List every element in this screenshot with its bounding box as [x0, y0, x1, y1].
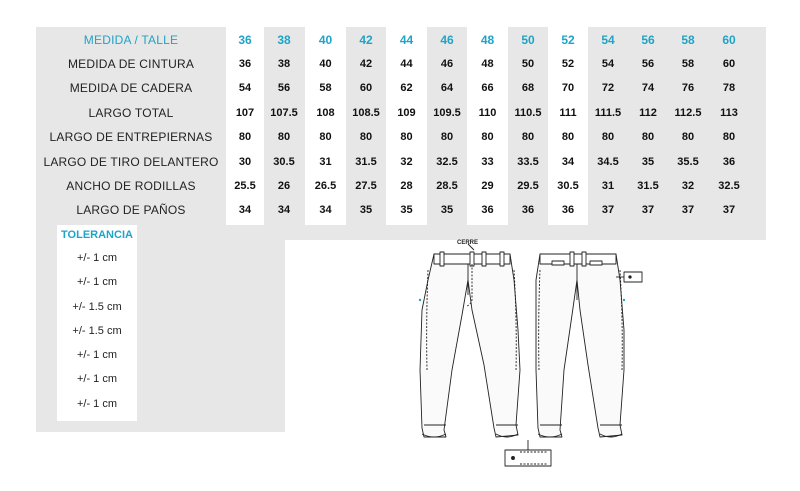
table-cell: 50: [521, 58, 535, 70]
table-row: [36, 125, 766, 149]
table-cell: 78: [722, 82, 736, 95]
table-cell: 72: [601, 82, 615, 95]
table-cell: 37: [641, 204, 655, 217]
table-cell: 32.5: [436, 155, 458, 168]
size-header: 60: [722, 33, 736, 47]
table-cell: 28.5: [436, 180, 458, 192]
table-cell: 80: [641, 131, 655, 144]
row-label: LARGO DE PAÑOS: [76, 203, 186, 218]
table-cell: 56: [641, 58, 655, 70]
size-table-body: [36, 27, 766, 225]
table-cell: 31.5: [355, 155, 377, 168]
size-header: 54: [601, 33, 615, 47]
table-cell: 64: [440, 82, 454, 95]
table-row: [36, 150, 766, 174]
table-cell: 36: [561, 204, 575, 217]
table-cell: 80: [319, 131, 332, 144]
table-cell: 68: [521, 82, 535, 95]
table-cell: 111.5: [594, 106, 622, 119]
table-row: [36, 198, 766, 222]
table-cell: 37: [681, 204, 695, 217]
table-cell: 80: [561, 131, 575, 144]
row-label: LARGO DE ENTREPIERNAS: [49, 130, 213, 145]
row-label: ANCHO DE RODILLAS: [66, 179, 196, 193]
size-header: 36: [238, 33, 252, 47]
table-cell: 36: [481, 204, 494, 217]
tolerance-item: +/- 1 cm: [76, 349, 118, 361]
row-label: LARGO DE TIRO DELANTERO: [43, 154, 219, 169]
table-cell: 31: [319, 155, 332, 168]
table-cell: 34: [238, 204, 252, 217]
table-cell: 56: [277, 82, 291, 95]
row-label: MEDIDA DE CADERA: [69, 81, 193, 96]
table-row: [36, 76, 766, 100]
table-cell: 109: [397, 106, 416, 119]
table-cell: 42: [359, 58, 373, 70]
size-header: 42: [359, 33, 373, 47]
table-cell: 110.5: [514, 106, 542, 119]
table-cell: 33.5: [517, 155, 539, 168]
table-cell: 38: [277, 58, 291, 70]
table-cell: 36: [521, 204, 535, 217]
table-cell: 26: [277, 180, 291, 192]
table-cell: 107.5: [270, 106, 298, 119]
table-cell: 34: [319, 204, 332, 217]
table-cell: 80: [681, 131, 695, 144]
zipper-label: CERRE: [457, 240, 479, 246]
table-cell: 58: [319, 82, 332, 95]
table-cell: 35: [440, 204, 454, 217]
table-cell: 54: [238, 82, 252, 95]
tolerance-item: +/- 1 cm: [76, 252, 118, 264]
table-cell: 35: [359, 204, 373, 217]
size-header: 52: [561, 33, 575, 47]
table-cell: 33: [481, 155, 494, 168]
table-cell: 112: [639, 106, 657, 119]
table-cell: 34: [561, 155, 575, 168]
table-cell: 60: [722, 58, 736, 70]
table-cell: 76: [681, 82, 695, 95]
table-cell: 48: [481, 58, 494, 70]
table-cell: 112.5: [674, 106, 702, 119]
table-cell: 36: [722, 155, 736, 168]
table-cell: 80: [238, 131, 252, 144]
size-header: 46: [440, 33, 454, 47]
table-cell: 44: [400, 58, 413, 70]
table-cell: 35: [641, 155, 655, 168]
table-cell: 27.5: [355, 180, 377, 192]
table-row: [36, 101, 766, 125]
table-cell: 52: [561, 58, 575, 70]
table-cell: 28: [400, 180, 413, 192]
table-cell: 32.5: [718, 180, 740, 192]
table-cell: 25.5: [234, 180, 256, 192]
table-cell: 35: [400, 204, 413, 217]
table-cell: 32: [400, 155, 413, 168]
tolerance-item: +/- 1.5 cm: [72, 325, 122, 337]
size-header: 48: [480, 33, 495, 47]
tolerance-item: +/- 1 cm: [76, 398, 118, 410]
table-cell: 108: [316, 106, 335, 119]
table-cell: 80: [277, 131, 291, 144]
table-cell: 58: [681, 58, 695, 70]
header-label: MEDIDA / TALLE: [83, 33, 179, 47]
size-header: 40: [318, 33, 333, 47]
table-cell: 107: [235, 106, 255, 119]
size-header: 44: [399, 33, 414, 47]
table-cell: 80: [440, 131, 454, 144]
table-cell: 80: [359, 131, 373, 144]
pants-technical-drawing-icon: [410, 240, 650, 475]
row-label: LARGO TOTAL: [88, 105, 174, 120]
table-cell: 26.5: [314, 180, 337, 192]
table-cell: 74: [641, 82, 655, 95]
table-cell: 37: [722, 204, 736, 217]
table-cell: 111: [559, 106, 577, 119]
table-cell: 31.5: [637, 180, 659, 192]
table-row: [36, 52, 766, 76]
table-row: [36, 174, 766, 198]
size-header: 50: [521, 33, 535, 47]
table-cell: 66: [481, 82, 494, 95]
tolerance-item: +/- 1 cm: [76, 373, 118, 385]
table-cell: 40: [319, 58, 332, 70]
table-cell: 113: [720, 106, 738, 119]
tolerance-item: +/- 1.5 cm: [72, 301, 122, 313]
table-cell: 109.5: [433, 106, 461, 119]
table-cell: 29: [481, 180, 494, 192]
tolerance-title: TOLERANCIA: [61, 229, 133, 241]
size-header: 56: [641, 33, 655, 47]
table-cell: 80: [400, 131, 413, 144]
table-cell: 62: [400, 82, 413, 95]
size-header: 38: [277, 33, 291, 47]
table-cell: 37: [601, 204, 615, 217]
table-cell: 80: [722, 131, 736, 144]
table-cell: 34: [277, 204, 291, 217]
table-cell: 108.5: [352, 106, 380, 119]
table-cell: 30: [238, 155, 252, 168]
tolerance-item: +/- 1 cm: [76, 276, 118, 288]
table-cell: 35.5: [677, 155, 699, 168]
table-cell: 54: [601, 58, 615, 70]
size-header: 58: [681, 33, 695, 47]
row-label: MEDIDA DE CINTURA: [67, 57, 195, 71]
table-cell: 70: [561, 82, 575, 95]
table-cell: 110: [478, 106, 497, 119]
table-cell: 32: [681, 180, 695, 192]
table-cell: 34.5: [597, 155, 619, 168]
table-cell: 29.5: [517, 180, 539, 192]
table-cell: 36: [238, 58, 252, 70]
table-cell: 80: [601, 131, 615, 144]
table-cell: 80: [481, 131, 494, 144]
table-cell: 30.5: [557, 180, 579, 192]
table-cell: 30.5: [273, 155, 295, 168]
table-cell: 46: [440, 58, 454, 70]
table-cell: 80: [521, 131, 535, 144]
table-cell: 60: [359, 82, 373, 95]
table-cell: 31: [601, 180, 615, 192]
